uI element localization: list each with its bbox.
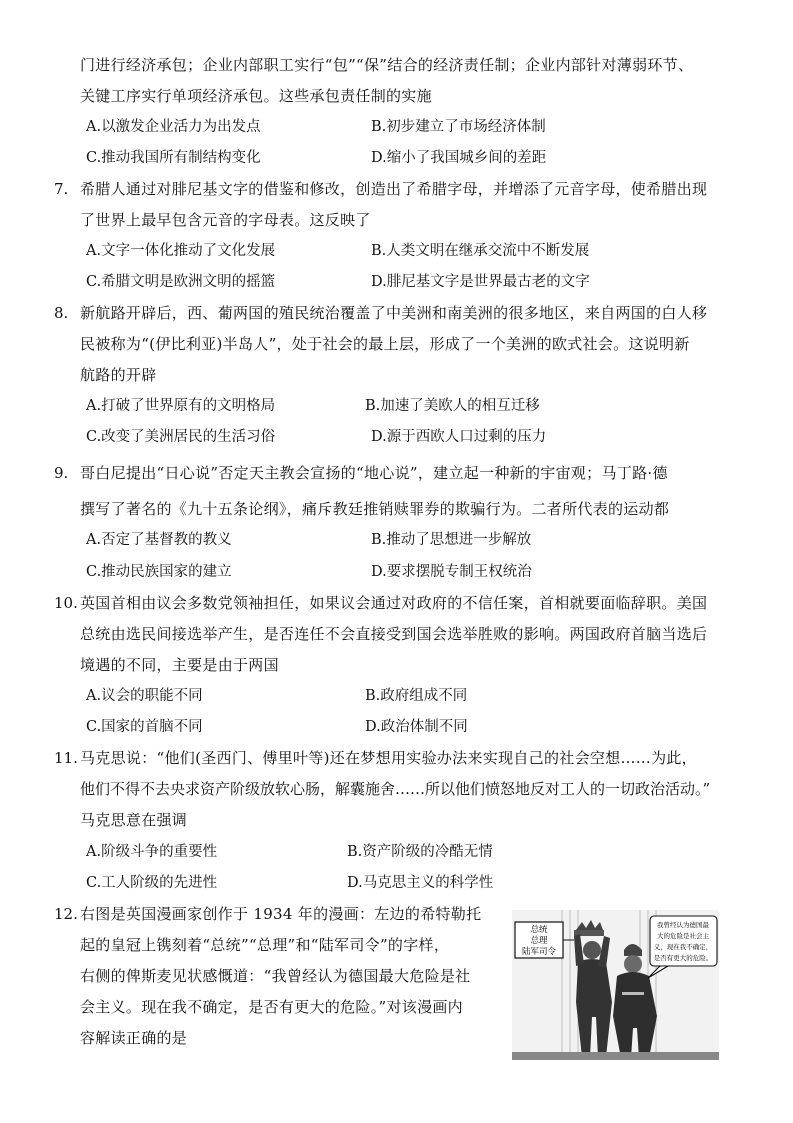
sign-line-1: 总统 xyxy=(530,925,548,935)
q6-option-c[interactable]: C.推动我国所有制结构变化 xyxy=(86,150,261,166)
q11-line-2: 他们不得不去央求资产阶级放软心肠，解囊施舍……所以他们愤怒地反对工人的一切政治活动。” xyxy=(80,780,711,798)
q9-line-1: 哥白尼提出“日心说”否定天主教会宣扬的“地心说”，建立起一种新的宇宙观；马丁路·德 xyxy=(80,464,668,482)
q9-option-d[interactable]: D.要求摆脱专制王权统治 xyxy=(371,564,532,580)
cartoon-illustration xyxy=(512,910,719,1060)
q8-line-2: 民被称为“(伊比利亚)半岛人”，处于社会的最上层，形成了一个美洲的欧式社会。这说明新 xyxy=(80,335,690,353)
q7-line-1: 希腊人通过对腓尼基文字的借鉴和修改，创造出了希腊字母，并增添了元音字母，使希腊出现 xyxy=(80,180,708,198)
q10-line-3: 境遇的不同，主要是由于两国 xyxy=(80,656,279,674)
q8-option-d[interactable]: D.源于西欧人口过剩的压力 xyxy=(371,429,547,445)
q7-line-2: 了世界上最早包含元音的字母表。这反映了 xyxy=(80,211,371,229)
q12-line-1: 右图是英国漫画家创作于 1934 年的漫画：左边的希特勒托 xyxy=(80,905,482,923)
q10-option-d[interactable]: D.政治体制不同 xyxy=(365,719,468,735)
q9-line-2: 撰写了著名的《九十五条论纲》，痛斥教廷推销赎罪券的欺骗行为。二者所代表的运动都 xyxy=(80,500,670,518)
q11-option-b[interactable]: B.资产阶级的冷酷无情 xyxy=(347,844,493,860)
q10-line-2: 总统由选民间接选举产生，是否连任不会直接受到国会选举胜败的影响。两国政府首脑当选后 xyxy=(80,625,708,643)
sign-line-3: 陆军司令 xyxy=(521,947,557,957)
q10-number: 10. xyxy=(54,594,78,612)
q6-line-2: 关键工序实行单项经济承包。这些承包责任制的实施 xyxy=(80,87,432,105)
q7-number: 7. xyxy=(54,180,69,198)
q12-line-3: 右侧的俾斯麦见状感慨道：“我曾经认为德国最大危险是社 xyxy=(80,967,471,985)
q8-option-c[interactable]: C.改变了美洲居民的生活习俗 xyxy=(86,429,276,445)
sign-line-2: 总理 xyxy=(530,936,548,946)
q11-option-a[interactable]: A.阶级斗争的重要性 xyxy=(86,844,218,860)
q12-line-5: 容解读正确的是 xyxy=(80,1029,188,1047)
q8-option-a[interactable]: A.打破了世界原有的文明格局 xyxy=(86,398,276,414)
bubble-line-4: 是否有更大的危险。 xyxy=(653,954,713,962)
q10-option-a[interactable]: A.议会的职能不同 xyxy=(86,688,203,704)
q9-option-c[interactable]: C.推动民族国家的建立 xyxy=(86,564,232,580)
q11-line-3: 马克思意在强调 xyxy=(80,811,188,829)
q7-option-b[interactable]: B.人类文明在继承交流中不断发展 xyxy=(371,243,590,259)
q12-line-2: 起的皇冠上镌刻着“总统”“总理”和“陆军司令”的字样， xyxy=(80,936,450,954)
q9-option-b[interactable]: B.推动了思想进一步解放 xyxy=(371,532,532,548)
bubble-line-3: 义，现在我不确定， xyxy=(653,943,713,951)
q9-number: 9. xyxy=(54,464,69,482)
q12-number: 12. xyxy=(54,905,78,923)
q9-option-a[interactable]: A.否定了基督教的教义 xyxy=(86,532,232,548)
q11-option-d[interactable]: D.马克思主义的科学性 xyxy=(347,875,494,891)
q12-line-4: 会主义。现在我不确定，是否有更大的危险。”对该漫画内 xyxy=(80,998,463,1016)
q7-option-c[interactable]: C.希腊文明是欧洲文明的摇篮 xyxy=(86,274,276,290)
q8-number: 8. xyxy=(54,304,69,322)
q6-option-d[interactable]: D.缩小了我国城乡间的差距 xyxy=(371,150,547,166)
q8-option-b[interactable]: B.加速了美欧人的相互迁移 xyxy=(365,398,540,414)
bubble-line-1: 我曾经认为德国最 xyxy=(657,921,709,929)
q10-option-c[interactable]: C.国家的首脑不同 xyxy=(86,719,203,735)
q6-option-b[interactable]: B.初步建立了市场经济体制 xyxy=(371,119,546,135)
q10-option-b[interactable]: B.政府组成不同 xyxy=(365,688,468,704)
q7-option-d[interactable]: D.腓尼基文字是世界最古老的文字 xyxy=(371,274,590,290)
q8-line-3: 航路的开辟 xyxy=(80,366,157,384)
q11-number: 11. xyxy=(54,749,78,767)
q6-option-a[interactable]: A.以激发企业活力为出发点 xyxy=(86,119,261,135)
q11-option-c[interactable]: C.工人阶级的先进性 xyxy=(86,875,218,891)
q8-line-1: 新航路开辟后，西、葡两国的殖民统治覆盖了中美洲和南美洲的很多地区，来自两国的白人移 xyxy=(80,304,708,322)
q11-line-1: 马克思说：“他们(圣西门、傅里叶等)还在梦想用实验办法来实现自己的社会空想……为此， xyxy=(80,749,697,767)
bubble-line-2: 大的危险是社会主 xyxy=(657,932,709,940)
q6-line-1: 门进行经济承包；企业内部职工实行“包”“保”结合的经济责任制；企业内部针对薄弱环节、 xyxy=(80,56,694,74)
q10-line-1: 英国首相由议会多数党领袖担任，如果议会通过对政府的不信任案，首相就要面临辞职。美国 xyxy=(80,594,708,612)
q7-option-a[interactable]: A.文字一体化推动了文化发展 xyxy=(86,243,276,259)
